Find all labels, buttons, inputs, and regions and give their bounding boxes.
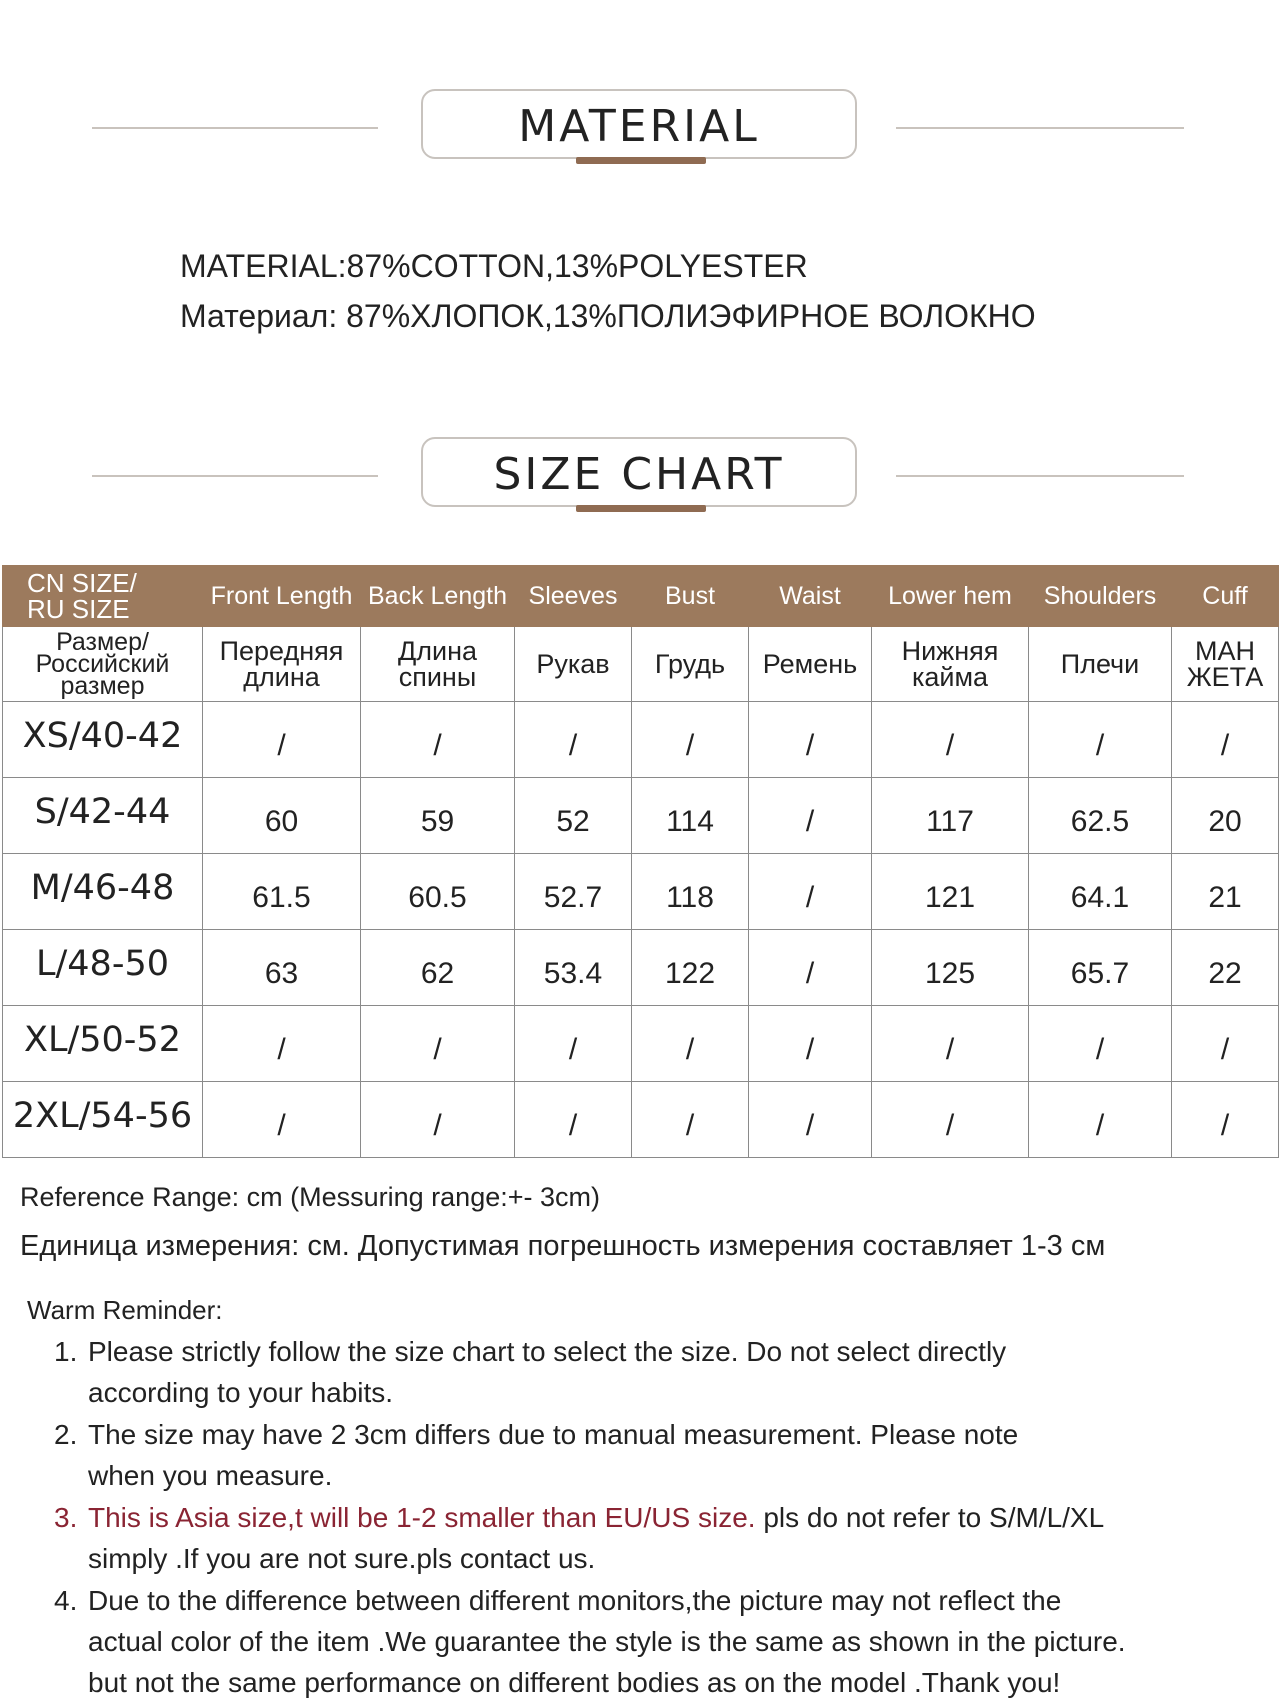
table-cell: / <box>872 1006 1029 1082</box>
table-row <box>3 1082 1279 1158</box>
header-ru-cell-5: Ремень <box>749 627 872 702</box>
header-en-cell-1: Front Length <box>203 566 361 627</box>
table-cell: 125 <box>872 930 1029 1006</box>
size-chart-section-header <box>0 437 1280 517</box>
accent-bar <box>576 157 706 164</box>
header-ru-cell-8: МАН ЖЕТА <box>1172 627 1279 702</box>
table-cell: 63 <box>203 930 361 1006</box>
table-cell: 60.5 <box>361 854 515 930</box>
table-cell: 117 <box>872 778 1029 854</box>
table-cell: 52.7 <box>515 854 632 930</box>
table-cell: 61.5 <box>203 854 361 930</box>
material-title: MATERIAL <box>518 101 760 152</box>
size-table <box>2 565 1279 1158</box>
divider-line-right <box>896 127 1184 129</box>
table-cell: / <box>632 1082 749 1158</box>
header-en-cell-0: CN SIZE/ RU SIZE <box>3 566 203 627</box>
header-en-cell-5: Waist <box>749 566 872 627</box>
header-ru-cell-7: Плечи <box>1029 627 1172 702</box>
table-cell: / <box>1172 702 1279 778</box>
table-cell: 122 <box>632 930 749 1006</box>
header-en-cell-3: Sleeves <box>515 566 632 627</box>
size-chart-title-box <box>421 437 857 507</box>
reminder-item-3: 3. This is Asia size,t will be 1-2 smaller than EU/US size. pls do not refer to S/M/L/XL simply .If you are not sure.pls contact us. <box>54 1502 1105 1574</box>
reminder-item-2: 2. The size may have 2 3cm differs due to manual measurement. Please note when you measure. <box>54 1419 1019 1491</box>
table-cell: / <box>1029 1082 1172 1158</box>
table-cell: / <box>872 702 1029 778</box>
table-cell: / <box>632 1006 749 1082</box>
table-cell: / <box>361 1006 515 1082</box>
header-ru-cell-1: Передняя длина <box>203 627 361 702</box>
table-cell: / <box>1172 1006 1279 1082</box>
table-cell: / <box>361 1082 515 1158</box>
table-cell: 62.5 <box>1029 778 1172 854</box>
divider-line-left <box>92 475 378 477</box>
header-en-cell-4: Bust <box>632 566 749 627</box>
table-cell: 62 <box>361 930 515 1006</box>
table-cell: / <box>1029 1006 1172 1082</box>
table-cell: 22 <box>1172 930 1279 1006</box>
table-cell: 65.7 <box>1029 930 1172 1006</box>
size-chart-title: SIZE CHART <box>493 449 785 500</box>
table-cell: 60 <box>203 778 361 854</box>
material-ru: Материал: 87%ХЛОПОК,13%ПОЛИЭФИРНОЕ ВОЛОКНО <box>180 298 1036 334</box>
table-cell: / <box>515 1006 632 1082</box>
header-ru-cell-3: Рукав <box>515 627 632 702</box>
table-cell: 114 <box>632 778 749 854</box>
size-label: 2XL/54-56 <box>3 1082 203 1158</box>
table-cell: / <box>361 702 515 778</box>
table-row <box>3 854 1279 930</box>
table-cell: / <box>749 778 872 854</box>
table-cell: / <box>749 854 872 930</box>
table-cell: 21 <box>1172 854 1279 930</box>
table-cell: / <box>1172 1082 1279 1158</box>
reminder-item-1: 1. Please strictly follow the size chart to select the size. Do not select directly according to your habits. <box>54 1336 1007 1408</box>
header-en-cell-2: Back Length <box>361 566 515 627</box>
divider-line-right <box>896 475 1184 477</box>
unit-note-ru: Единица измерения: см. Допустимая погрешность измерения составляет 1-3 см <box>20 1230 1106 1262</box>
table-cell: 59 <box>361 778 515 854</box>
material-en: MATERIAL:87%COTTON,13%POLYESTER <box>180 248 808 284</box>
header-ru-cell-0: Размер/ Российский размер <box>3 627 203 702</box>
table-cell: 118 <box>632 854 749 930</box>
table-cell: / <box>203 1082 361 1158</box>
table-header-ru <box>3 627 1279 702</box>
header-en-cell-8: Cuff <box>1172 566 1279 627</box>
table-row <box>3 1006 1279 1082</box>
size-label: XS/40-42 <box>3 702 203 778</box>
table-cell: 64.1 <box>1029 854 1172 930</box>
accent-bar <box>576 505 706 512</box>
table-cell: / <box>1029 702 1172 778</box>
table-cell: 52 <box>515 778 632 854</box>
table-cell: 20 <box>1172 778 1279 854</box>
reference-range: Reference Range: cm (Messuring range:+- 3cm) <box>20 1182 600 1212</box>
reminder-title: Warm Reminder: <box>27 1295 223 1325</box>
header-en-cell-7: Shoulders <box>1029 566 1172 627</box>
asia-size-warning: This is Asia size,t will be 1-2 smaller than EU/US size. <box>88 1502 756 1533</box>
table-cell: / <box>632 702 749 778</box>
divider-line-left <box>92 127 378 129</box>
header-ru-cell-2: Длина спины <box>361 627 515 702</box>
table-cell: / <box>749 1082 872 1158</box>
header-en-cell-6: Lower hem <box>872 566 1029 627</box>
table-cell: / <box>203 702 361 778</box>
material-section-header <box>0 89 1280 169</box>
size-label: S/42-44 <box>3 778 203 854</box>
table-cell: / <box>515 1082 632 1158</box>
header-ru-cell-6: Нижняя кайма <box>872 627 1029 702</box>
table-row <box>3 930 1279 1006</box>
material-title-box <box>421 89 857 159</box>
table-cell: / <box>749 1006 872 1082</box>
size-label: L/48-50 <box>3 930 203 1006</box>
table-cell: 53.4 <box>515 930 632 1006</box>
reminder-item-4: 4. Due to the difference between different monitors,the picture may not reflect the actual color of the item .We guarantee the style is the same as shown in the picture. but not the same performance on different bodies as on the model .Thank you! <box>54 1585 1126 1698</box>
table-cell: / <box>872 1082 1029 1158</box>
table-row <box>3 702 1279 778</box>
size-label: XL/50-52 <box>3 1006 203 1082</box>
table-cell: / <box>203 1006 361 1082</box>
table-cell: / <box>749 930 872 1006</box>
table-cell: / <box>515 702 632 778</box>
header-ru-cell-4: Грудь <box>632 627 749 702</box>
table-row <box>3 778 1279 854</box>
table-header-en <box>3 566 1279 627</box>
size-label: M/46-48 <box>3 854 203 930</box>
table-cell: / <box>749 702 872 778</box>
table-cell: 121 <box>872 854 1029 930</box>
